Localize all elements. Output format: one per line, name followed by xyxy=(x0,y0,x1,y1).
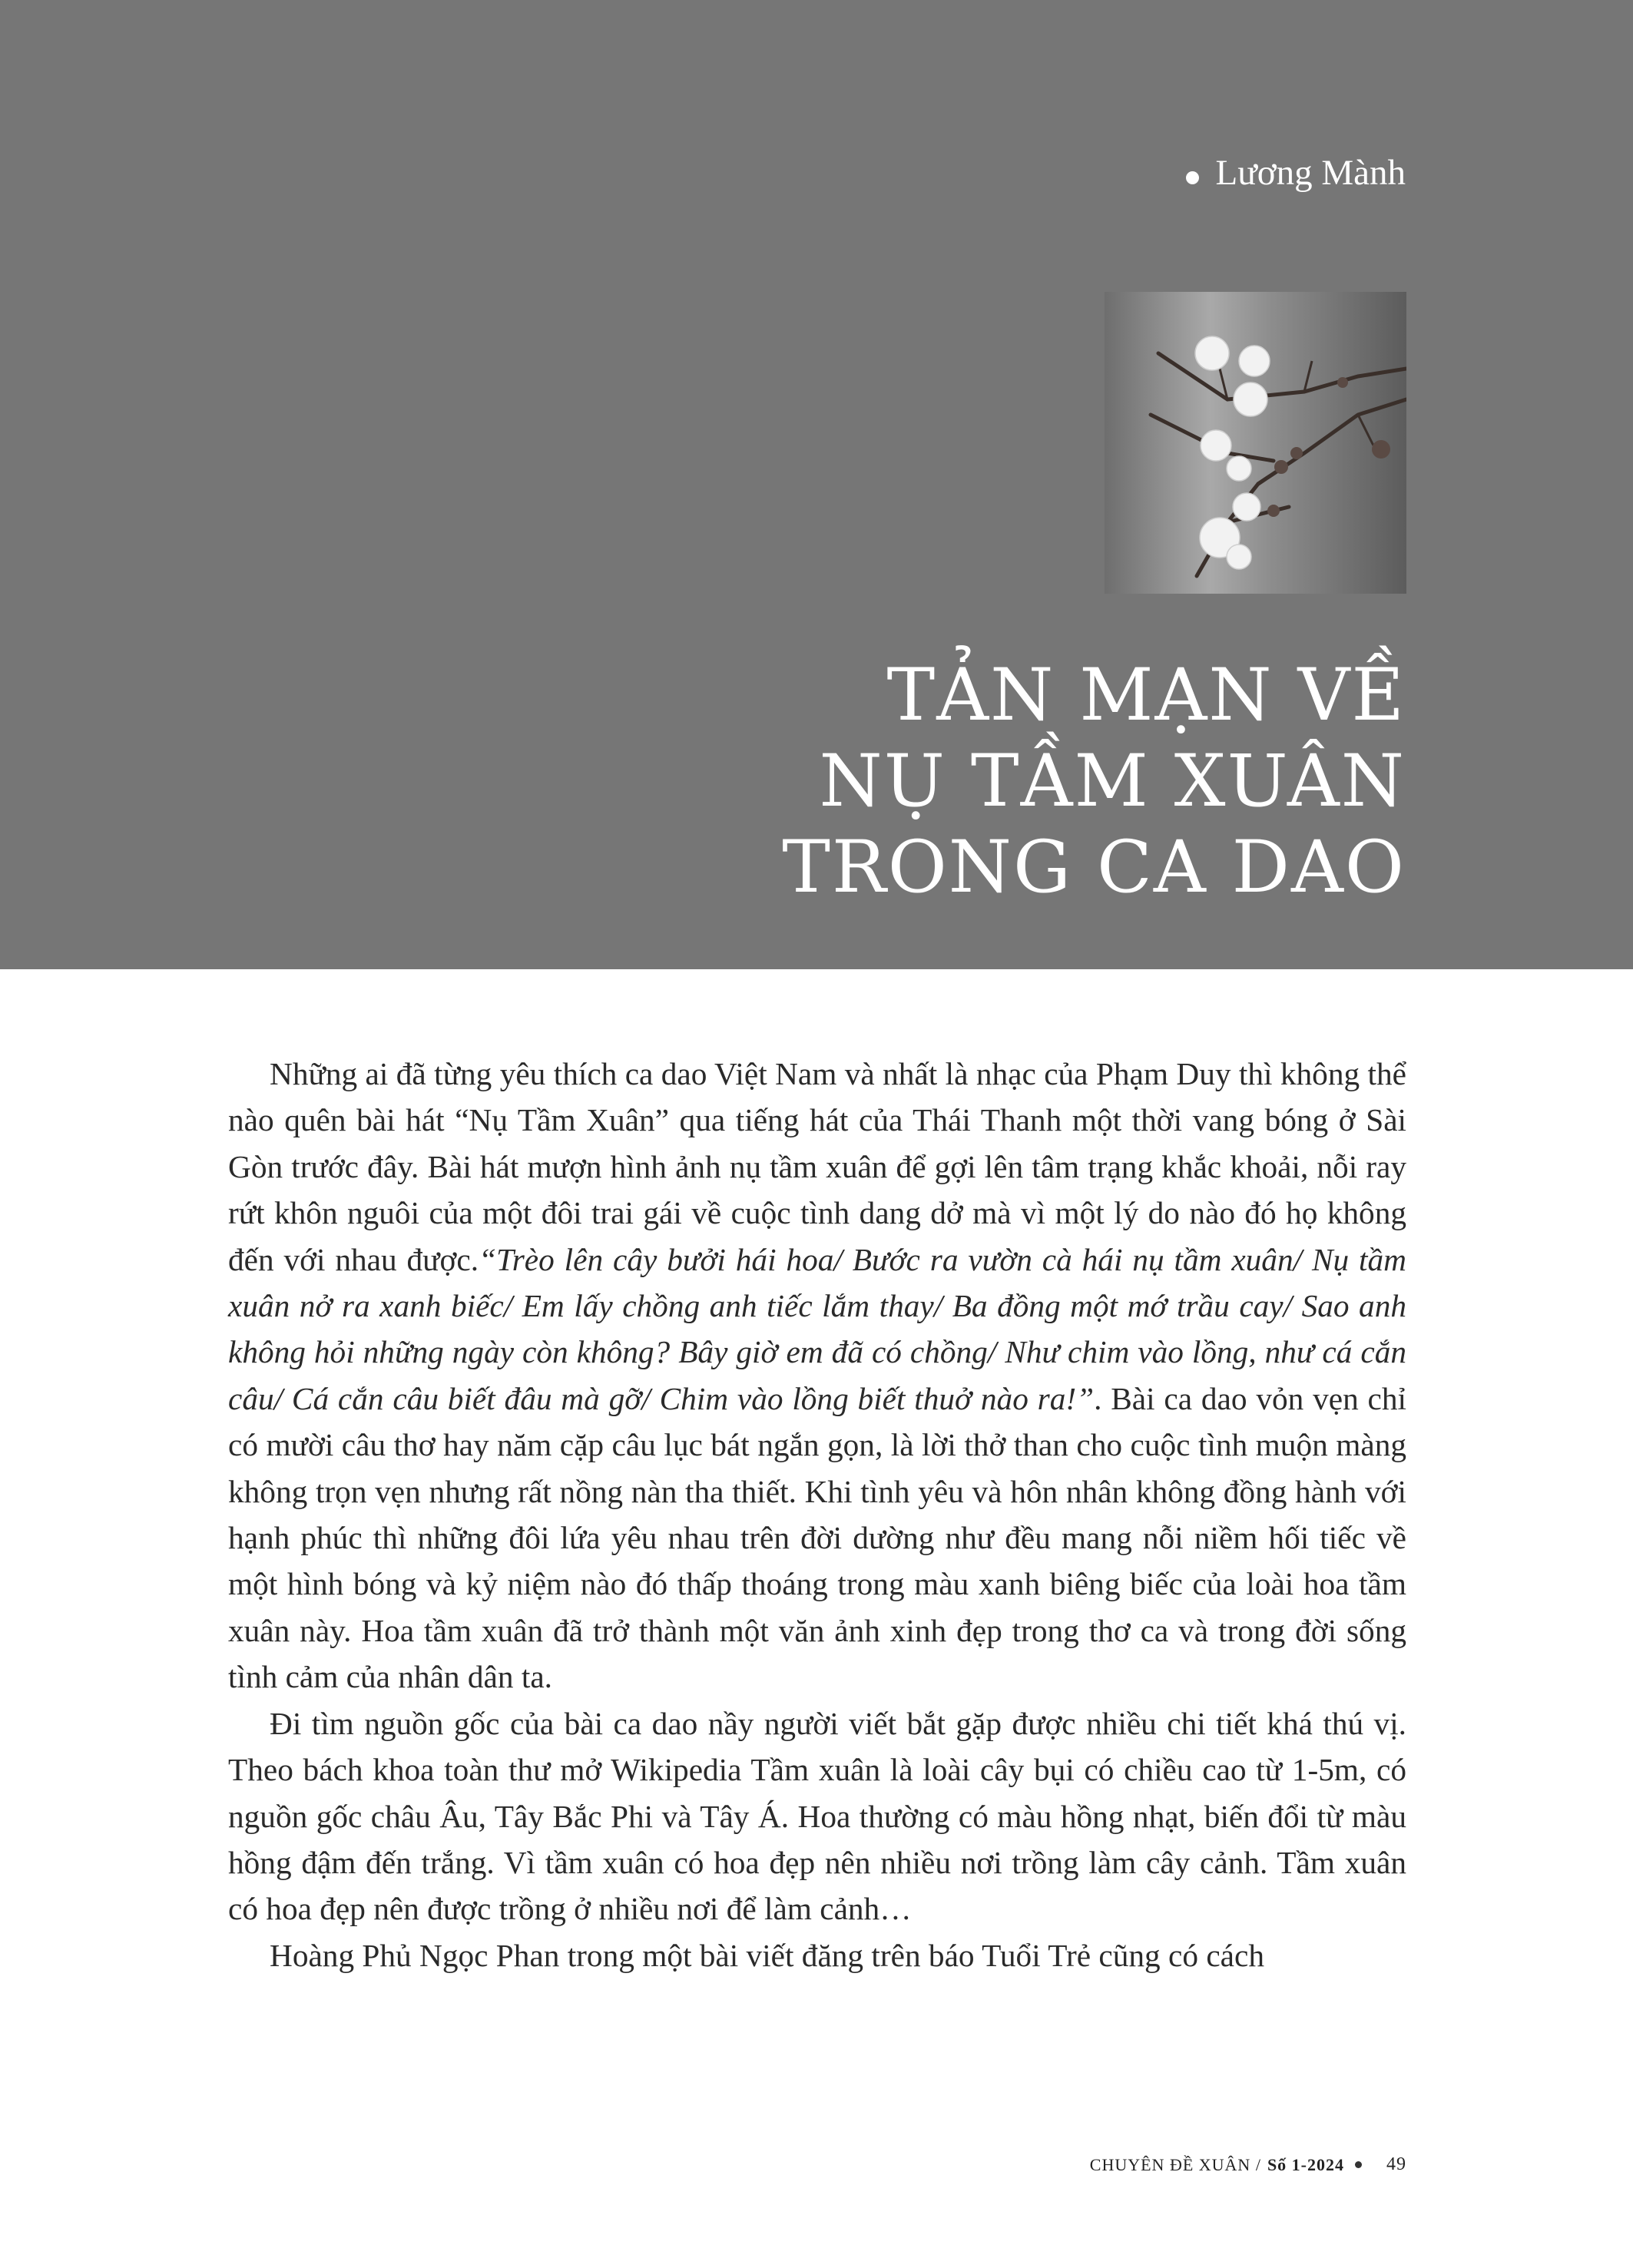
paragraph-3: Hoàng Phủ Ngọc Phan trong một bài viết đăng trên báo Tuổi Trẻ cũng có cách xyxy=(270,1937,1264,1973)
footer-bullet-icon xyxy=(1355,2161,1362,2168)
author-name: Lương Mành xyxy=(1215,153,1406,193)
paragraph-2: Đi tìm nguồn gốc của bài ca dao nầy người viết bắt gặp được nhiều chi tiết khá thú vị. Theo bách khoa toàn thư mở Wikipedia Tầm xuân là loài cây bụi có chiều cao từ 1-5m, có nguồn gốc châu Âu, Tây Bắc Phi và Tây Á. Hoa thường có màu hồng nhạt, biến đổi từ màu hồng đậm đến trắng. Vì tầm xuân có hoa đẹp nên nhiều nơi trồng làm cây cảnh. Tầm xuân có hoa đẹp nên được trồng ở nhiều nơi để làm cảnh… xyxy=(228,1705,1406,1927)
title-line-3: TRONG CA DAO xyxy=(782,826,1406,909)
footer-issue: Số 1-2024 xyxy=(1267,2154,1344,2174)
article-body xyxy=(228,1051,1406,1978)
page-number: 49 xyxy=(1386,2154,1406,2174)
title-line-1: TẢN MẠN VỀ xyxy=(886,654,1406,737)
blossom-branch-illustration xyxy=(1105,292,1406,594)
blossom-photo xyxy=(1105,292,1406,594)
folk-verse-quote: “Trèo lên cây bưởi hái hoa/ Bước ra vườn cà hái nụ tầm xuân/ Nụ tầm xuân nở ra xanh biếc/ Em lấy chồng anh tiếc lắm thay/ Ba đồng một mớ trầu cay/ Sao anh không hỏi những ngày còn không? Bây giờ em đã có chồng/ Như chim vào lồng, như cá cắn câu/ Cá cắn câu biết đâu mà gỡ/ Chim vào lồng biết thuở nào ra!” xyxy=(228,1241,1406,1416)
paragraph-1 xyxy=(228,1051,1406,1700)
page-footer xyxy=(1090,2154,1406,2175)
bullet-icon xyxy=(1186,171,1199,184)
article-title xyxy=(782,653,1406,911)
author-byline xyxy=(1186,152,1406,194)
paragraph-1-text: Những ai đã từng yêu thích ca dao Việt Nam và nhất là nhạc của Phạm Duy thì không thể nào quên bài hát “Nụ Tầm Xuân” qua tiếng hát của Thái Thanh một thời vang bóng ở Sài Gòn trước đây. Bài hát mượn hình ảnh nụ tầm xuân để gợi lên tâm trạng khắc khoải, nỗi ray rứt khôn nguôi của một đôi trai gái về cuộc tình dang dở mà vì một lý do nào đó họ không đến với nhau được. xyxy=(228,1056,1406,1277)
footer-section: CHUYÊN ĐỀ XUÂN / xyxy=(1089,2154,1261,2174)
paragraph-1-continuation: . Bài ca dao vỏn vẹn chỉ có mười câu thơ hay năm cặp câu lục bát ngắn gọn, là lời thở than cho cuộc tình muộn màng không trọn vẹn nhưng rất nồng nàn tha thiết. Khi tình yêu và hôn nhân không đồng hành với hạnh phúc thì những đôi lứa yêu nhau trên đời dường như đều mang nỗi niềm hối tiếc về một hình bóng và kỷ niệm nào đó thấp thoáng trong màu xanh biêng biếc của loài hoa tầm xuân này. Hoa tầm xuân đã trở thành một văn ảnh xinh đẹp trong thơ ca và trong đời sống tình cảm của nhân dân ta. xyxy=(228,1380,1406,1695)
title-line-2: NỤ TẦM XUÂN xyxy=(819,740,1406,823)
